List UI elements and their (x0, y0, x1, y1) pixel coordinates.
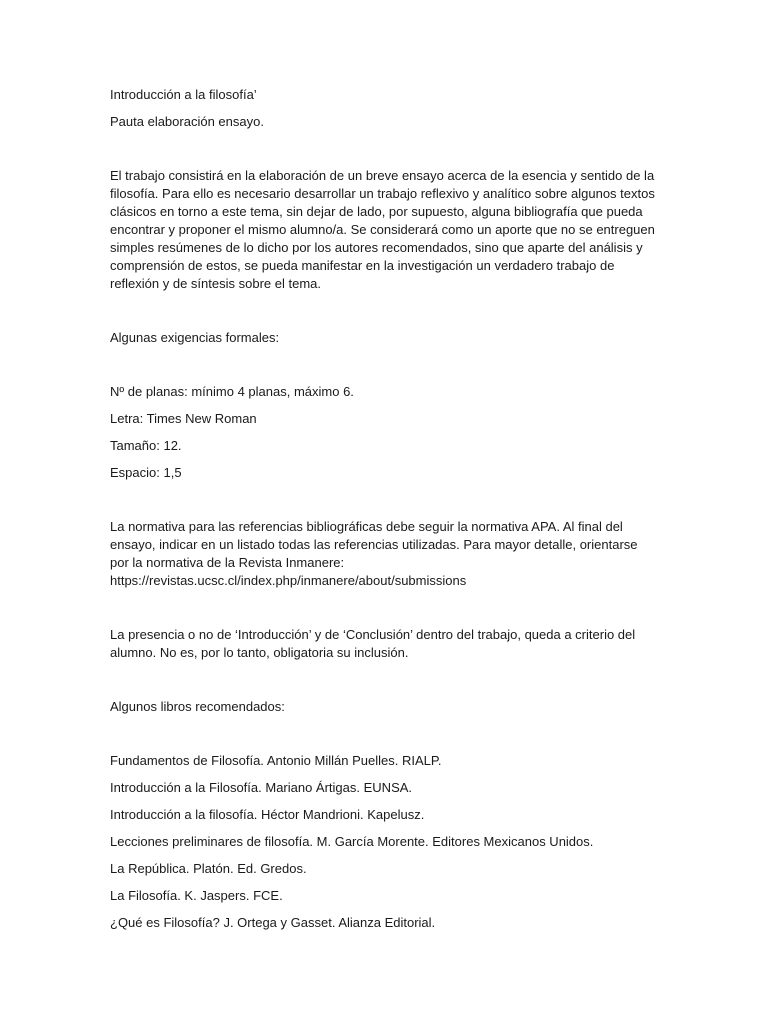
document-body (110, 86, 655, 941)
apa-paragraph (110, 518, 655, 590)
book-item: ¿Qué es Filosofía? J. Ortega y Gasset. Alianza Editorial. (110, 915, 436, 930)
books-heading: Algunos libros recomendados: (110, 699, 285, 714)
document-title: Introducción a la filosofía’ (110, 87, 257, 102)
books-list (110, 752, 655, 932)
book-item: La Filosofía. K. Jaspers. FCE. (110, 888, 283, 903)
book-item: La República. Platón. Ed. Gredos. (110, 861, 307, 876)
document-subtitle: Pauta elaboración ensayo. (110, 114, 264, 129)
presence-paragraph: La presencia o no de ‘Introducción’ y de ‘Conclusión’ dentro del trabajo, queda a criterio del alumno. No es, por lo tanto, obligatoria su inclusión. (110, 627, 636, 660)
apa-url-link[interactable]: https://revistas.ucsc.cl/index.php/inmanere/about/submissions (110, 573, 467, 588)
intro-paragraph: El trabajo consistirá en la elaboración de un breve ensayo acerca de la esencia y sentido de la filosofía. Para ello es necesario desarrollar un trabajo reflexivo y analítico sobre algunos textos clásicos en torno a este tema, sin dejar de lado, por supuesto, alguna bibliografía que pueda encontrar y proponer el mismo alumno/a. Se considerará como un aporte que no se entreguen simples resúmenes de lo dicho por los autores recomendados, sino que aparte del análisis y comprensión de estos, se pueda manifestar en la investigación un verdadero trabajo de reflexión y de síntesis sobre el tema. (110, 168, 655, 291)
requirement-spacing: Espacio: 1,5 (110, 465, 182, 480)
formal-requirements-list (110, 383, 655, 482)
book-item: Introducción a la Filosofía. Mariano Ártigas. EUNSA. (110, 780, 413, 795)
book-item: Introducción a la filosofía. Héctor Mandrioni. Kapelusz. (110, 807, 425, 822)
requirement-font: Letra: Times New Roman (110, 411, 257, 426)
requirement-pages: Nº de planas: mínimo 4 planas, máximo 6. (110, 384, 354, 399)
book-item: Lecciones preliminares de filosofía. M. García Morente. Editores Mexicanos Unidos. (110, 834, 594, 849)
formal-requirements-heading: Algunas exigencias formales: (110, 330, 280, 345)
book-item: Fundamentos de Filosofía. Antonio Millán Puelles. RIALP. (110, 753, 442, 768)
requirement-size: Tamaño: 12. (110, 438, 182, 453)
apa-text: La normativa para las referencias bibliográficas debe seguir la normativa APA. Al final del ensayo, indicar en un listado todas las referencias utilizadas. Para mayor detalle, orientarse por la normativa de la Revista Inmanere: (110, 519, 638, 570)
